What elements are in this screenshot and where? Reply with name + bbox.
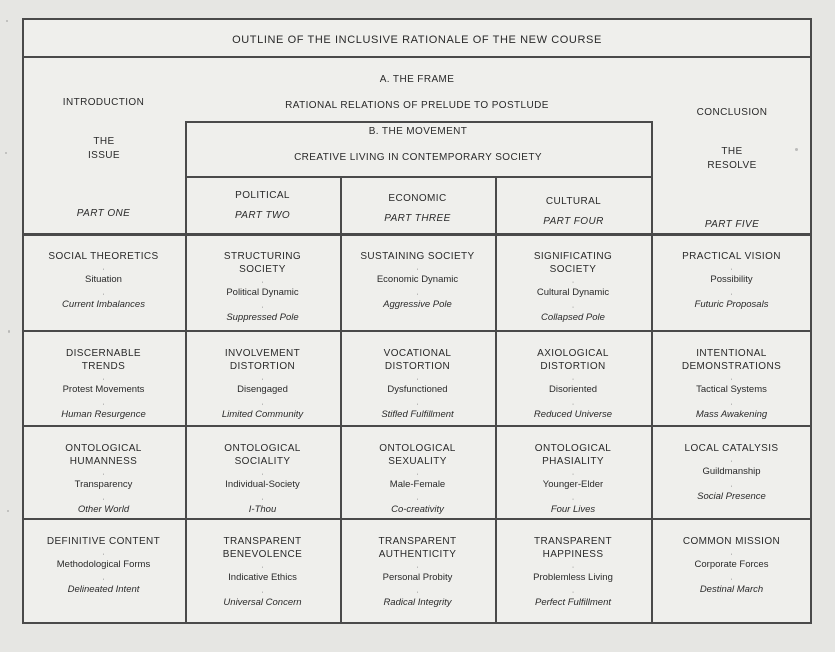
dot-separator: · <box>261 401 264 408</box>
cell-intro-row2 <box>22 331 185 425</box>
cell-subtitle: Individual-Society <box>225 479 300 490</box>
cell-intro-row1 <box>22 234 185 330</box>
cell-subtitle: Protest Movements <box>62 384 145 395</box>
cell-subtitle: Transparency <box>74 479 133 490</box>
cell-italic: Perfect Fulfillment <box>534 597 612 608</box>
dot-separator: · <box>102 576 105 583</box>
cell-political-row3 <box>185 426 340 518</box>
cell-italic: Collapsed Pole <box>541 312 605 323</box>
cell-title: ONTOLOGICAL SEXUALITY <box>379 443 456 467</box>
cell-subtitle: Disengaged <box>237 384 288 395</box>
col-divider-3 <box>495 234 497 622</box>
cell-title: INTENTIONAL DEMONSTRATIONS <box>681 348 782 372</box>
border-bottom <box>22 622 812 624</box>
dot-separator: · <box>571 304 575 311</box>
title-underline <box>22 56 812 58</box>
cell-economic-row3 <box>340 426 495 518</box>
cell-subtitle: Dysfunctioned <box>387 384 448 395</box>
cell-economic-row1 <box>340 234 495 330</box>
col-divider-1 <box>185 234 187 622</box>
dot-separator: · <box>730 401 733 408</box>
cell-political-row4 <box>185 519 340 622</box>
cell-title: DISCERNABLE TRENDS <box>66 348 141 372</box>
cell-conclusion-row3 <box>651 426 812 518</box>
introduction-sub: THE ISSUE <box>87 136 120 161</box>
movement-heading: B. THE MOVEMENT <box>368 126 468 137</box>
cell-subtitle: Tactical Systems <box>696 384 767 395</box>
cell-italic: Social Presence <box>697 491 766 502</box>
dot-separator: · <box>571 279 575 286</box>
cell-italic: Mass Awakening <box>695 409 768 420</box>
border-top <box>22 18 812 20</box>
movement-subheading: CREATIVE LIVING IN CONTEMPORARY SOCIETY <box>294 152 542 163</box>
col-divider-2 <box>340 234 342 622</box>
border-left <box>22 18 24 624</box>
introduction-label: INTRODUCTION <box>62 97 145 108</box>
cell-subtitle: Possibility <box>710 274 753 285</box>
movement-box-bottom <box>185 176 652 178</box>
cell-title: TRANSPARENT HAPPINESS <box>533 536 613 560</box>
scan-speck <box>7 510 9 512</box>
cell-title: SOCIAL THEORETICS <box>48 251 159 262</box>
cell-title: ONTOLOGICAL SOCIALITY <box>224 443 301 467</box>
cell-subtitle: Personal Probity <box>382 572 453 583</box>
movement-box-left <box>185 121 187 234</box>
cell-title: AXIOLOGICAL DISTORTION <box>537 348 609 372</box>
dot-separator: · <box>730 551 733 558</box>
dot-separator: · <box>416 401 419 408</box>
cell-cultural-row1 <box>495 234 651 330</box>
cell-title: LOCAL CATALYSIS <box>684 443 779 454</box>
dot-separator: · <box>416 376 419 383</box>
cell-italic: Other World <box>77 504 130 515</box>
dot-separator: · <box>416 471 419 478</box>
political-part: PART TWO <box>234 210 291 221</box>
dot-separator: · <box>416 291 419 298</box>
cell-italic: Delineated Intent <box>67 584 140 595</box>
cell-title: ONTOLOGICAL HUMANNESS <box>65 443 142 467</box>
dot-separator: · <box>261 589 264 596</box>
dot-separator: · <box>571 401 575 408</box>
economic-part: PART THREE <box>384 213 451 224</box>
cell-conclusion-row2 <box>651 331 812 425</box>
outline-sheet <box>22 18 812 624</box>
cell-italic: Four Lives <box>550 504 596 515</box>
dot-separator: · <box>261 496 264 503</box>
cell-title: INVOLVEMENT DISTORTION <box>224 348 301 372</box>
dot-separator: · <box>261 376 264 383</box>
cell-italic: I-Thou <box>248 504 277 515</box>
cell-subtitle: Guildmanship <box>702 466 761 477</box>
dot-separator: · <box>261 564 264 571</box>
dot-separator: · <box>261 471 264 478</box>
dot-separator: · <box>102 496 105 503</box>
cell-political-row2 <box>185 331 340 425</box>
cell-title: TRANSPARENT AUTHENTICITY <box>378 536 457 560</box>
cell-italic: Human Resurgence <box>61 409 146 420</box>
cell-title: VOCATIONAL DISTORTION <box>383 348 452 372</box>
border-right <box>810 18 812 624</box>
cultural-label: CULTURAL <box>545 196 602 207</box>
row-divider-2 <box>22 425 812 427</box>
cell-italic: Reduced Universe <box>533 409 613 420</box>
dot-separator: · <box>102 471 105 478</box>
cell-political-row1 <box>185 234 340 330</box>
dot-separator: · <box>730 376 733 383</box>
cell-italic: Universal Concern <box>223 597 302 608</box>
col-divider-4 <box>651 234 653 622</box>
dot-separator: · <box>102 291 105 298</box>
cell-cultural-row3 <box>495 426 651 518</box>
cell-title: SUSTAINING SOCIETY <box>360 251 475 262</box>
cell-title: SIGNIFICATING SOCIETY <box>533 251 613 275</box>
scan-speck <box>6 20 8 22</box>
cell-title: ONTOLOGICAL PHASIALITY <box>534 443 612 467</box>
cell-title: COMMON MISSION <box>682 536 781 547</box>
dot-separator: · <box>416 589 419 596</box>
scan-speck <box>8 330 10 333</box>
row-divider-1 <box>22 330 812 332</box>
cell-subtitle: Male-Female <box>389 479 446 490</box>
row-divider-3 <box>22 518 812 520</box>
scan-speck <box>795 148 798 151</box>
cell-economic-row4 <box>340 519 495 622</box>
header-bottom-rule <box>22 233 812 236</box>
political-label: POLITICAL <box>235 190 290 201</box>
conclusion-label: CONCLUSION <box>696 107 768 118</box>
dot-separator: · <box>571 589 575 596</box>
header-divider-2 <box>495 176 497 234</box>
cell-subtitle: Situation <box>85 274 122 285</box>
header-divider-1 <box>340 176 342 234</box>
economic-label: ECONOMIC <box>388 193 447 204</box>
cell-subtitle: Disoriented <box>548 384 598 395</box>
cultural-part: PART FOUR <box>543 216 604 227</box>
document-title: OUTLINE OF THE INCLUSIVE RATIONALE OF THE NEW COURSE <box>232 34 602 46</box>
cell-subtitle: Methodological Forms <box>56 559 151 570</box>
cell-subtitle: Economic Dynamic <box>376 274 459 285</box>
cell-subtitle: Cultural Dynamic <box>536 287 610 298</box>
dot-separator: · <box>571 471 575 478</box>
dot-separator: · <box>102 401 105 408</box>
dot-separator: · <box>730 291 733 298</box>
cell-conclusion-row4 <box>651 519 812 622</box>
dot-separator: · <box>730 483 733 490</box>
cell-subtitle: Problemless Living <box>533 572 613 583</box>
cell-title: TRANSPARENT BENEVOLENCE <box>222 536 303 560</box>
dot-separator: · <box>730 458 733 465</box>
cell-italic: Co-creativity <box>391 504 444 515</box>
cell-italic: Destinal March <box>699 584 764 595</box>
conclusion-part: PART FIVE <box>704 219 760 230</box>
cell-economic-row2 <box>340 331 495 425</box>
cell-title: DEFINITIVE CONTENT <box>46 536 161 547</box>
cell-intro-row4 <box>22 519 185 622</box>
cell-title: STRUCTURING SOCIETY <box>223 251 302 275</box>
dot-separator: · <box>261 279 264 286</box>
cell-intro-row3 <box>22 426 185 518</box>
cell-title: PRACTICAL VISION <box>682 251 781 262</box>
movement-box-right <box>651 121 653 234</box>
cell-italic: Futuric Proposals <box>694 299 769 310</box>
introduction-part: PART ONE <box>76 208 131 219</box>
cell-italic: Limited Community <box>221 409 304 420</box>
frame-subheading: RATIONAL RELATIONS OF PRELUDE TO POSTLUDE <box>285 100 549 111</box>
cell-cultural-row4 <box>495 519 651 622</box>
dot-separator: · <box>261 304 264 311</box>
cell-subtitle: Corporate Forces <box>694 559 769 570</box>
cell-subtitle: Younger-Elder <box>542 479 604 490</box>
cell-italic: Stifled Fulfillment <box>381 409 454 420</box>
cell-italic: Radical Integrity <box>383 597 452 608</box>
dot-separator: · <box>730 266 733 273</box>
dot-separator: · <box>102 551 105 558</box>
dot-separator: · <box>102 376 105 383</box>
cell-subtitle: Political Dynamic <box>226 287 299 298</box>
conclusion-sub: THE RESOLVE <box>707 146 757 171</box>
cell-italic: Current Imbalances <box>62 299 145 310</box>
cell-italic: Aggressive Pole <box>383 299 452 310</box>
movement-box-top <box>185 121 652 123</box>
frame-heading: A. THE FRAME <box>379 74 455 85</box>
dot-separator: · <box>102 266 105 273</box>
cell-cultural-row2 <box>495 331 651 425</box>
dot-separator: · <box>730 576 733 583</box>
cell-conclusion-row1 <box>651 234 812 330</box>
scan-speck <box>5 152 7 154</box>
dot-separator: · <box>416 496 419 503</box>
dot-separator: · <box>571 376 575 383</box>
dot-separator: · <box>571 496 575 503</box>
cell-italic: Suppressed Pole <box>226 312 299 323</box>
dot-separator: · <box>416 564 419 571</box>
dot-separator: · <box>571 564 575 571</box>
cell-subtitle: Indicative Ethics <box>228 572 297 583</box>
dot-separator: · <box>416 266 419 273</box>
